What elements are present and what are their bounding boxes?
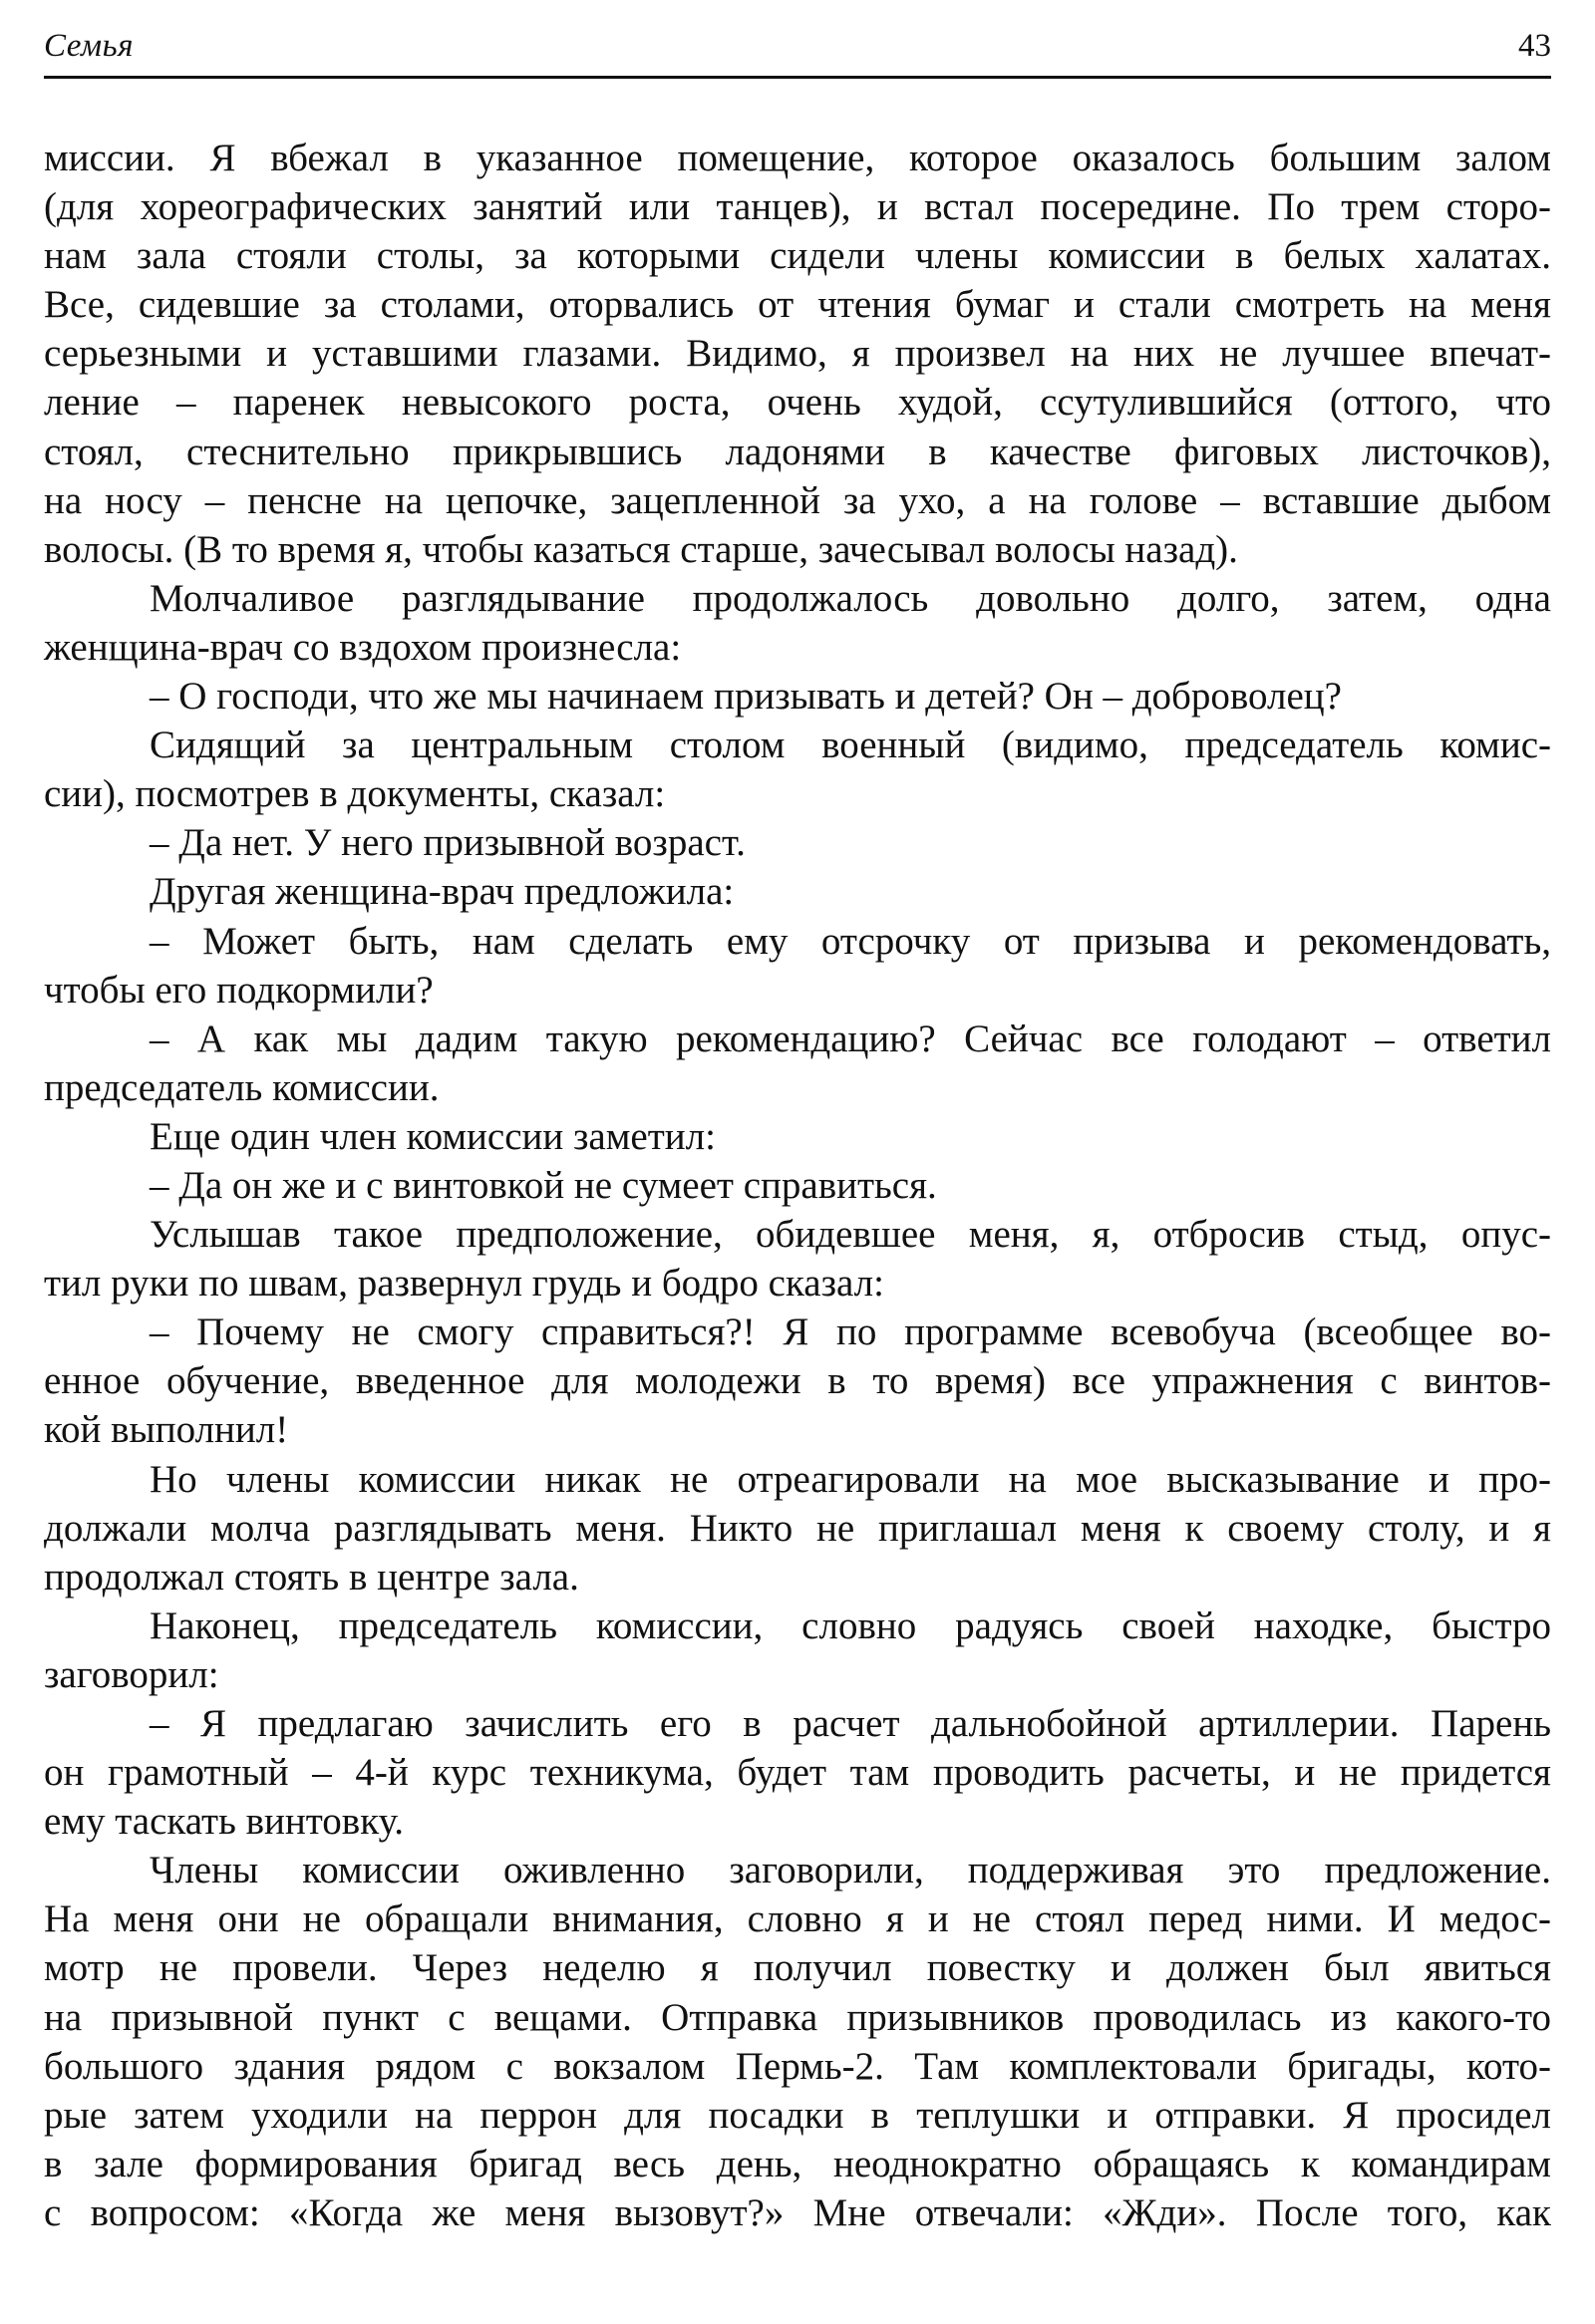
text-line: на призывной пункт с вещами. Отправка призывников проводилась из какого-то bbox=[44, 1995, 1551, 2039]
text-line: Услышав такое предположение, обидевшее меня, я, отбросив стыд, опус- bbox=[150, 1213, 1551, 1257]
page-number: 43 bbox=[1518, 28, 1551, 64]
text-line: продолжал стоять в центре зала. bbox=[44, 1555, 579, 1598]
text-line: на носу – пенсне на цепочке, зацепленной за ухо, а на голове – вставшие дыбом bbox=[44, 478, 1551, 522]
text-line: Члены комиссии оживленно заговорили, поддерживая это предложение. bbox=[150, 1849, 1551, 1892]
text-line: енное обучение, введенное для молодежи в то время) все упражнения с винтов- bbox=[44, 1359, 1551, 1403]
text-line: – Я предлагаю зачислить его в расчет дальнобойной артиллерии. Парень bbox=[150, 1702, 1551, 1745]
text-line: ему таскать винтовку. bbox=[44, 1800, 404, 1844]
text-line: должали молча разглядывать меня. Никто не приглашал меня к своему столу, и я bbox=[44, 1506, 1551, 1550]
text-line: рые затем уходили на перрон для посадки в теплушки и отправки. Я просидел bbox=[44, 2093, 1551, 2137]
text-line: волосы. (В то время я, чтобы казаться старше, зачесывал волосы назад). bbox=[44, 527, 1238, 571]
body-text bbox=[44, 134, 1551, 2237]
text-line: Молчаливое разглядывание продолжалось довольно долго, затем, одна bbox=[150, 576, 1551, 620]
text-line: (для хореографических занятий или танцев), и встал посередине. По трем сторо- bbox=[44, 185, 1551, 229]
text-line: большого здания рядом с вокзалом Пермь-2. Там комплектовали бригады, кото- bbox=[44, 2044, 1551, 2088]
text-line: – Да он же и с винтовкой не сумеет справиться. bbox=[150, 1163, 937, 1207]
text-line: – Да нет. У него призывной возраст. bbox=[150, 821, 746, 865]
text-line: мотр не провели. Через неделю я получил повестку и должен был явиться bbox=[44, 1946, 1551, 1990]
text-line: Другая женщина-врач предложила: bbox=[150, 870, 735, 914]
text-line: Еще один член комиссии заметил: bbox=[150, 1114, 716, 1158]
text-line: миссии. Я вбежал в указанное помещение, которое оказалось большим залом bbox=[44, 137, 1551, 179]
text-line: чтобы его подкормили? bbox=[44, 968, 434, 1012]
text-line: – Почему не смогу справиться?! Я по программе всевобуча (всеобщее во- bbox=[150, 1310, 1551, 1354]
text-line: заговорил: bbox=[44, 1652, 219, 1696]
text-line: председатель комиссии. bbox=[44, 1065, 440, 1109]
text-line: – Может быть, нам сделать ему отсрочку от призыва и рекомендовать, bbox=[150, 919, 1551, 963]
text-line: женщина-врач со вздохом произнесла: bbox=[44, 625, 682, 669]
text-line: стоял, стеснительно прикрывшись ладонями в качестве фиговых листочков), bbox=[44, 430, 1551, 473]
text-line: Но члены комиссии никак не отреагировали на мое высказывание и про- bbox=[150, 1457, 1551, 1501]
text-line: кой выполнил! bbox=[44, 1408, 289, 1452]
text-line: нам зала стояли столы, за которыми сидели члены комиссии в белых халатах. bbox=[44, 234, 1551, 278]
text-line: он грамотный – 4-й курс техникума, будет там проводить расчеты, и не придется bbox=[44, 1751, 1551, 1795]
text-line: тил руки по швам, развернул грудь и бодро сказал: bbox=[44, 1262, 884, 1306]
text-line: в зале формирования бригад весь день, неоднократно обращаясь к командирам bbox=[44, 2142, 1551, 2185]
text-line: Все, сидевшие за столами, оторвались от чтения бумаг и стали смотреть на меня bbox=[44, 283, 1551, 327]
text-line: с вопросом: «Когда же меня вызовут?» Мне отвечали: «Жди». После того, как bbox=[44, 2190, 1551, 2234]
text-line: – А как мы дадим такую рекомендацию? Сейчас все голодают – ответил bbox=[150, 1017, 1551, 1060]
text-line: ление – паренек невысокого роста, очень худой, ссутулившийся (оттого, что bbox=[44, 381, 1551, 425]
text-line: Наконец, председатель комиссии, словно радуясь своей находке, быстро bbox=[150, 1603, 1551, 1647]
running-title: Семья bbox=[44, 28, 134, 64]
text-line: сии), посмотрев в документы, сказал: bbox=[44, 772, 666, 816]
text-line: Сидящий за центральным столом военный (видимо, председатель комис- bbox=[150, 724, 1551, 767]
text-line: На меня они не обращали внимания, словно я и не стоял перед ними. И медос- bbox=[44, 1897, 1551, 1941]
text-line: серьезными и уставшими глазами. Видимо, я произвел на них не лучшее впечат- bbox=[44, 332, 1551, 376]
running-header bbox=[44, 26, 1551, 79]
text-line: – О господи, что же мы начинаем призывать и детей? Он – доброволец? bbox=[150, 675, 1342, 719]
